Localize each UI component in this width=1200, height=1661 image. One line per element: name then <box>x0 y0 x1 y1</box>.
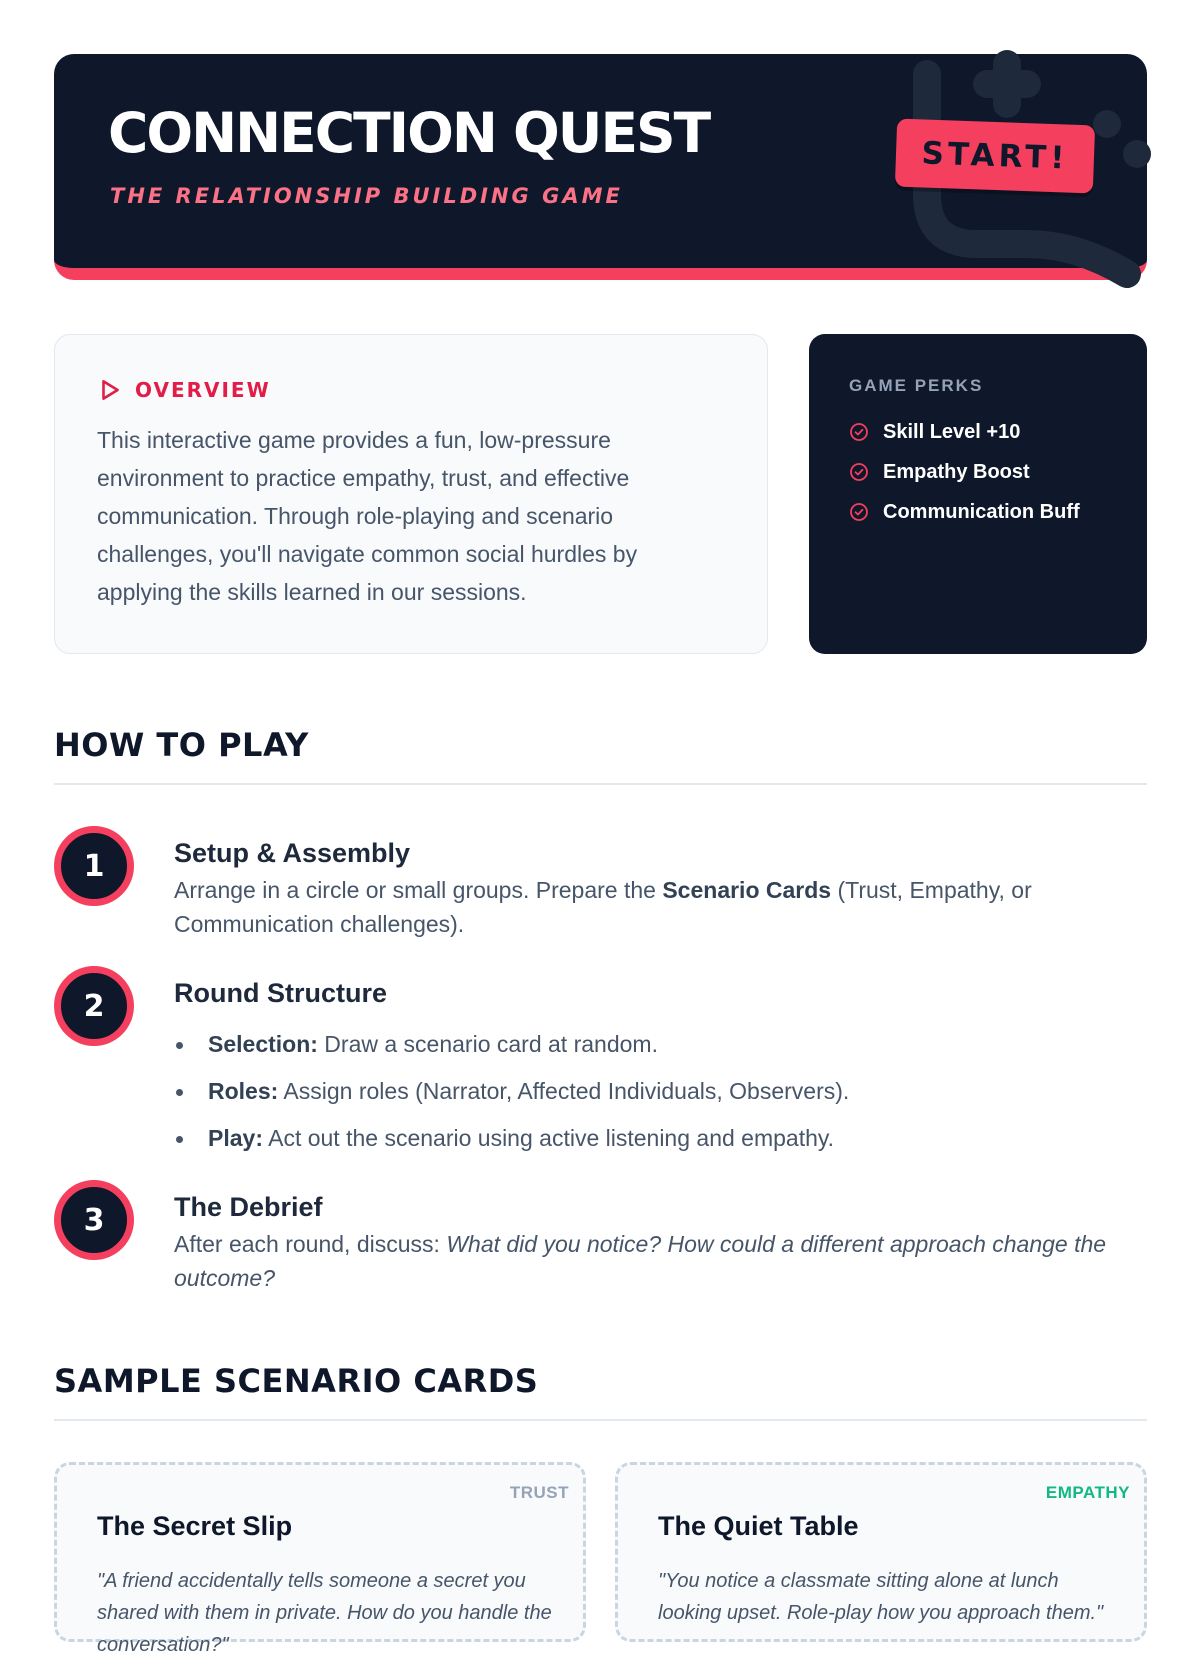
step-number: 2 <box>54 966 134 1046</box>
card-quote: "A friend accidentally tells someone a secret you shared with them in private. How do you handle the conversation?" <box>97 1570 552 1656</box>
scenario-card[interactable] <box>615 1462 1147 1642</box>
step-bullet-list <box>174 1021 1149 1162</box>
section-divider <box>54 783 1147 785</box>
card-tag: TRUST <box>509 1483 569 1502</box>
list-item: Selection: Draw a scenario card at random. <box>174 1021 1149 1068</box>
step-title: The Debrief <box>174 1192 323 1222</box>
step-body <box>174 978 1149 1162</box>
perk-label: Empathy Boost <box>883 460 1030 483</box>
step-number: 3 <box>54 1180 134 1260</box>
list-item: Roles: Assign roles (Narrator, Affected Individuals, Observers). <box>174 1068 1149 1115</box>
perks-title: GAME PERKS <box>849 376 984 395</box>
step-text-emphasis: Scenario Cards <box>662 877 832 903</box>
perk-item <box>849 412 1080 452</box>
card-tag: EMPATHY <box>1045 1483 1130 1502</box>
start-button[interactable]: START! <box>895 119 1095 194</box>
check-circle-icon <box>849 422 869 442</box>
check-circle-icon <box>849 502 869 522</box>
perk-list <box>849 412 1080 532</box>
step-text: Arrange in a circle or small groups. Prepare the Scenario Cards (Trust, Empathy, or Communication challenges). <box>174 877 1032 937</box>
hero-banner <box>54 54 1147 280</box>
step-title: Round Structure <box>174 978 387 1008</box>
step-text-question: What did you notice? How could a different approach change the outcome? <box>174 1231 1107 1291</box>
perk-label: Skill Level +10 <box>883 420 1021 443</box>
card-title: The Quiet Table <box>658 1511 859 1541</box>
step-title: Setup & Assembly <box>174 838 411 868</box>
check-circle-icon <box>849 462 869 482</box>
scenario-card[interactable] <box>54 1462 586 1656</box>
overview-header <box>97 377 271 403</box>
perk-label: Communication Buff <box>883 500 1080 523</box>
page-title: CONNECTION QUEST <box>108 101 710 165</box>
card-quote: "You notice a classmate sitting alone at lunch looking upset. Role-play how you approach them." <box>658 1570 1104 1624</box>
list-item: Play: Act out the scenario using active listening and empathy. <box>174 1115 1149 1162</box>
game-perks-panel <box>809 334 1147 654</box>
step-number: 1 <box>54 826 134 906</box>
step-text: After each round, discuss: What did you notice? How could a different approach change the outcome? <box>174 1231 1107 1291</box>
overview-text: This interactive game provides a fun, low-pressure environment to practice empathy, trust, and effective communication. Through role-playing and scenario challenges, you'll navigate common social hurdles by applying the skills learned in our sessions. <box>97 427 638 605</box>
card-title: The Secret Slip <box>97 1511 293 1541</box>
step-body <box>174 1192 1149 1295</box>
step-body <box>174 838 1149 941</box>
section-divider <box>54 1419 1147 1421</box>
how-to-play-heading: HOW TO PLAY <box>54 726 309 764</box>
overview-label: OVERVIEW <box>135 378 271 402</box>
scenario-cards-heading: SAMPLE SCENARIO CARDS <box>54 1362 539 1400</box>
play-icon <box>97 377 123 403</box>
perk-item <box>849 492 1080 532</box>
perk-item <box>849 452 1080 492</box>
overview-card <box>54 334 768 654</box>
page-subtitle: THE RELATIONSHIP BUILDING GAME <box>110 184 623 208</box>
